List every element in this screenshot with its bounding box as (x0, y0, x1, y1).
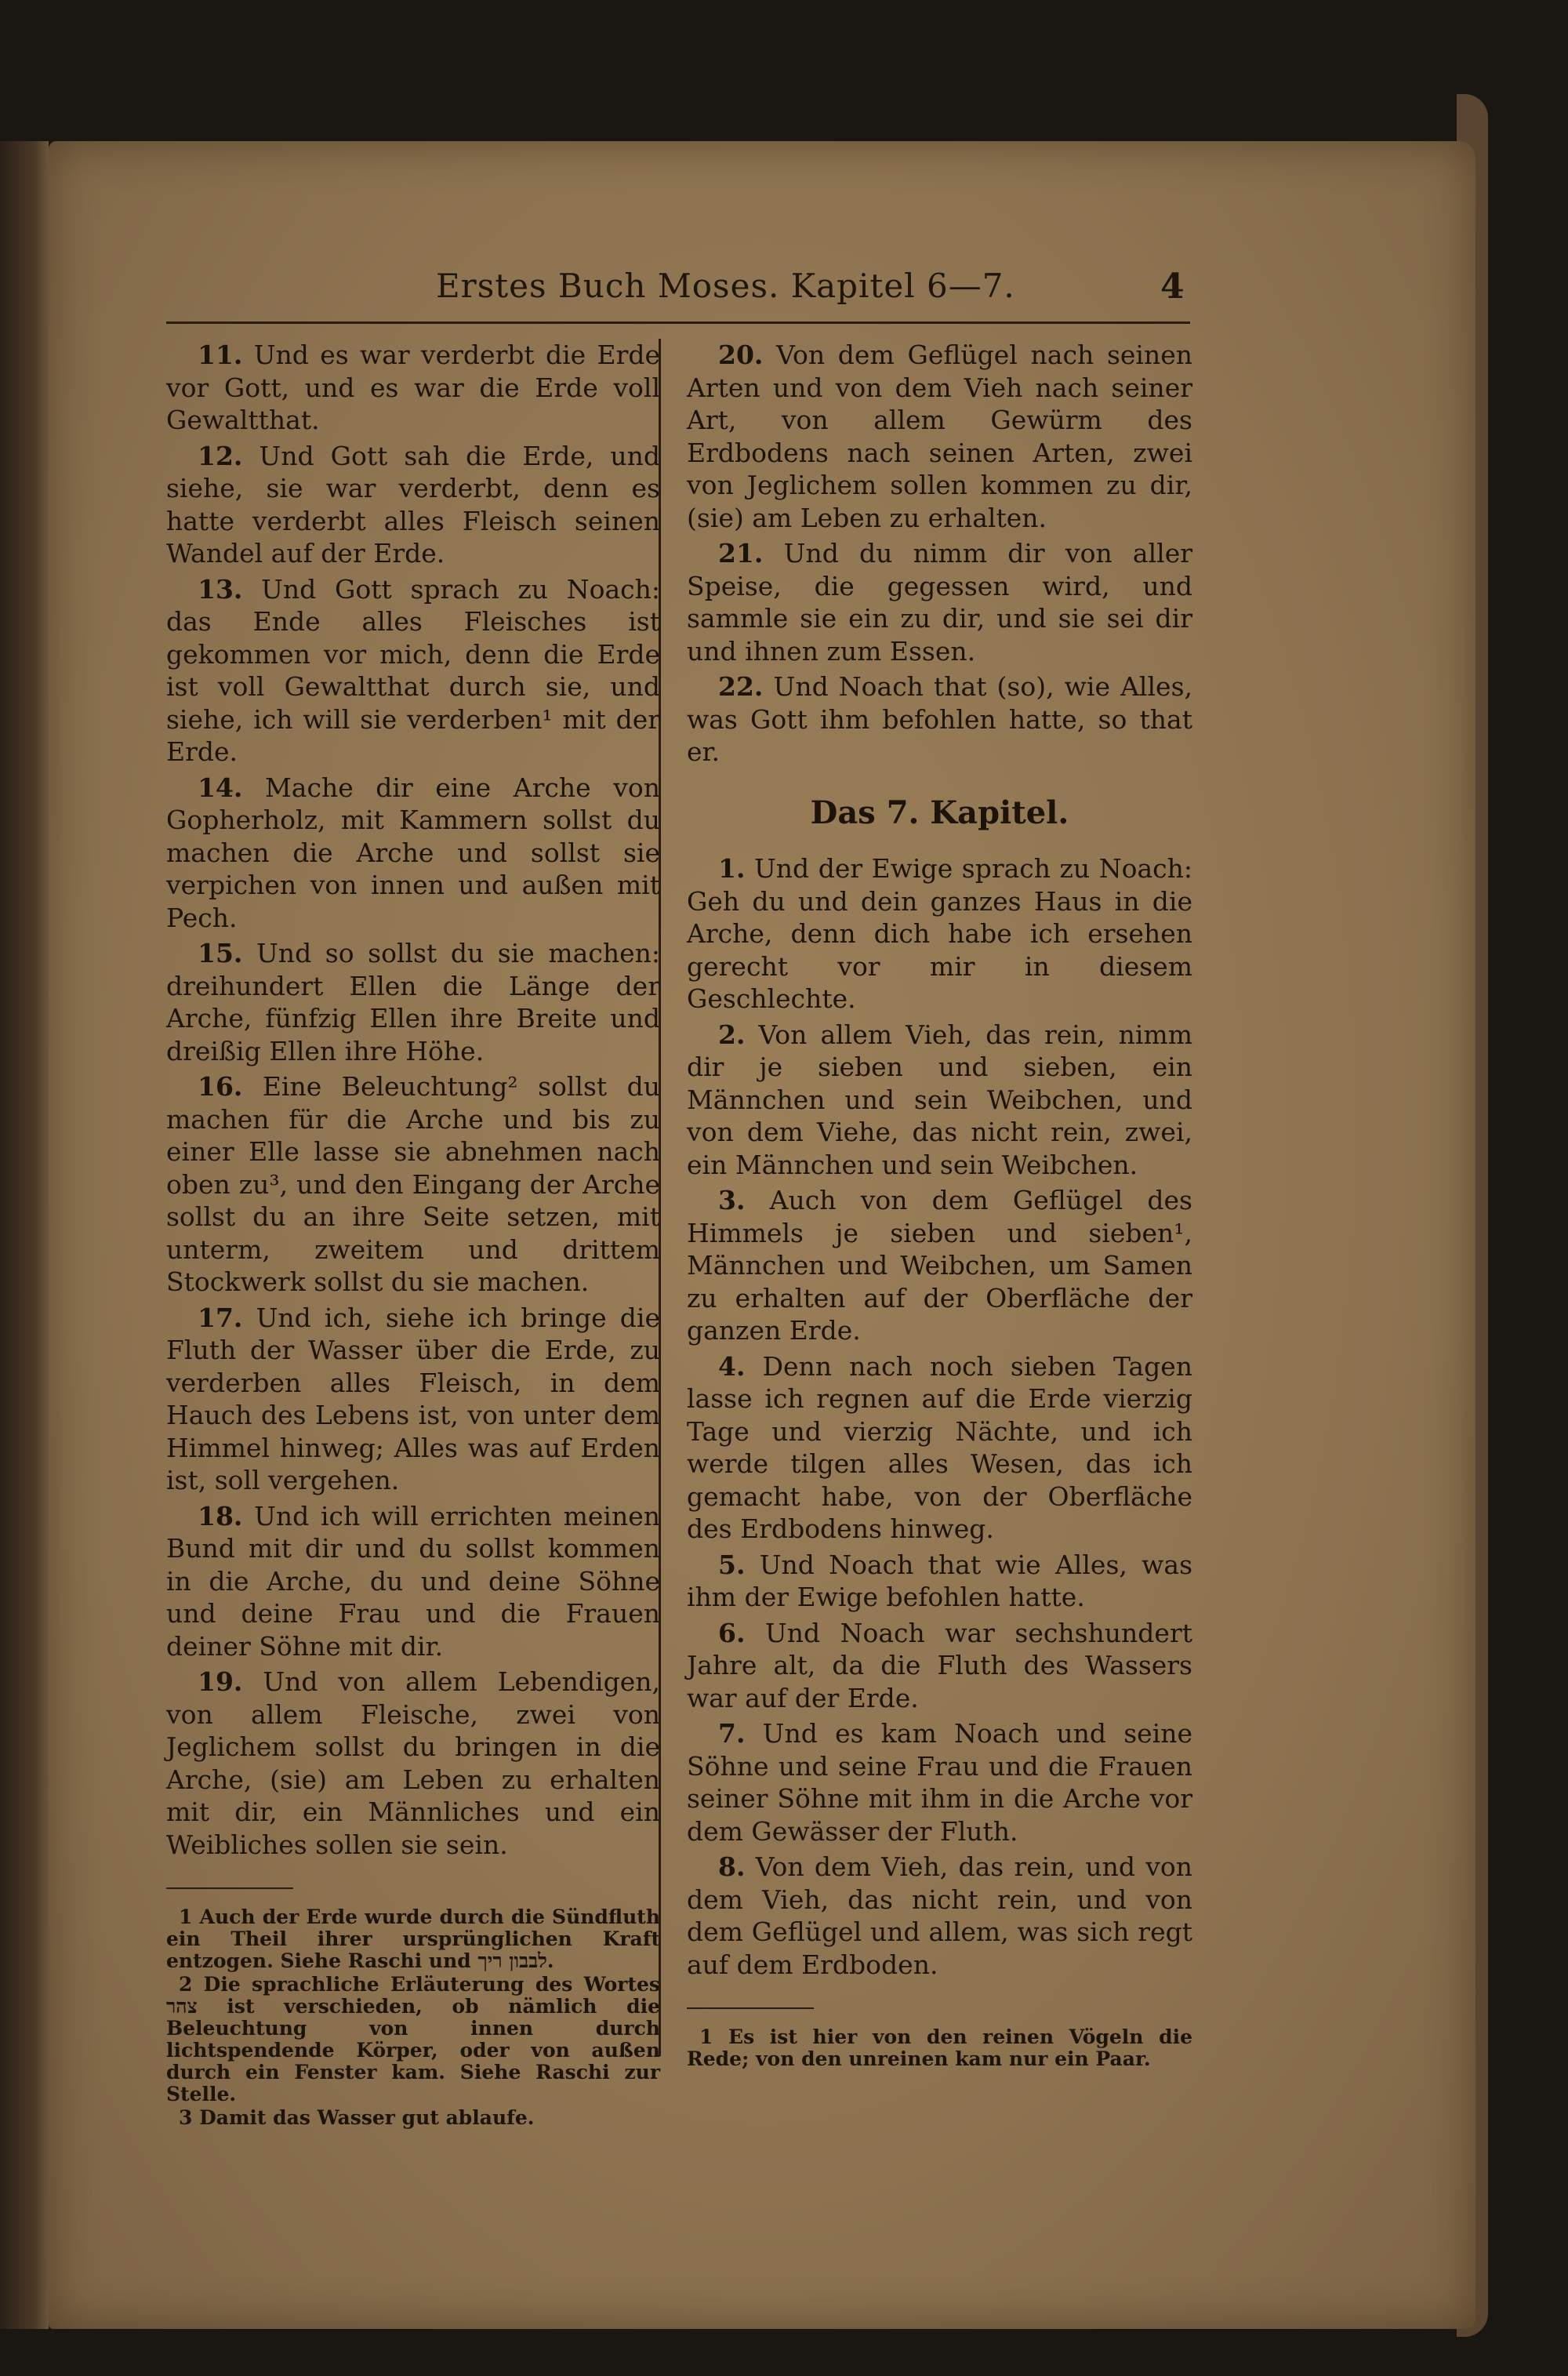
verse (687, 1184, 1192, 1347)
verse (687, 670, 1192, 768)
verse-number: 13. (198, 573, 243, 605)
verse-text: Und Gott sprach zu Noach: das Ende alles Fleisches ist gekommen vor mich, denn die Erde ist voll Gewaltthat durch sie, und siehe, ich will sie verderben¹ mit der Erde. (166, 573, 660, 767)
verse (687, 1549, 1192, 1614)
verse-text: Und du nimm dir von aller Speise, die gegessen wird, und sammle sie ein zu dir, und sie sei dir und ihnen zum Essen. (687, 538, 1192, 667)
book-spine (0, 141, 49, 2329)
footnote-rule (166, 1887, 293, 1889)
verse-text: Von allem Vieh, das rein, nimm dir je sieben und sieben, ein Männchen und sein Weibchen, und von dem Viehe, das nicht rein, zwei, ein Männchen und sein Weibchen. (687, 1019, 1192, 1180)
verse (687, 1019, 1192, 1182)
verse-number: 21. (718, 538, 764, 569)
right-verses-after (687, 852, 1192, 1981)
verse (166, 1500, 660, 1663)
page-number: 4 (1160, 267, 1185, 307)
right-footnotes (687, 2026, 1192, 2070)
footnote: 1 Auch der Erde wurde durch die Sündfluth ein Theil ihrer ursprünglichen Kraft entzogen. Siehe Raschi und לבבון ריך. (166, 1906, 660, 1972)
verse-number: 12. (198, 440, 243, 471)
verse-number: 22. (718, 671, 764, 702)
verse (687, 537, 1192, 667)
verse-text: Eine Beleuchtung² sollst du machen für die Arche und bis zu einer Elle lasse sie abnehmen nach oben zu³, und den Eingang der Arche sollst du an ihre Seite setzen, mit unterm, zweitem und drittem Stockwerk sollst du sie machen. (166, 1071, 660, 1297)
verse (687, 1717, 1192, 1847)
verse-text: Auch von dem Geflügel des Himmels je sieben und sieben¹, Männchen und Weibchen, um Samen zu erhalten auf der Oberfläche der ganzen Erde. (687, 1185, 1192, 1346)
verse-text: Und von allem Lebendigen, von allem Fleische, zwei von Jeglichem sollst du bringen in die Arche, (sie) am Leben zu erhalten mit dir, ein Männliches und ein Weibliches sollen sie sein. (166, 1666, 660, 1860)
verse-number: 20. (718, 340, 764, 370)
right-column (687, 339, 1192, 2072)
verse (166, 440, 660, 570)
verse-text: Und Gott sah die Erde, und siehe, sie war verderbt, denn es hatte verderbt alles Fleisch seinen Wandel auf der Erde. (166, 440, 660, 569)
running-title: Erstes Buch Moses. Kapitel 6—7. (436, 267, 1015, 305)
left-footnotes (166, 1906, 660, 2129)
footnote: 2 Die sprachliche Erläuterung des Wortes צהר ist verschieden, ob nämlich die Beleuchtung von innen durch lichtspendende Körper, oder von außen durch ein Fenster kam. Siehe Raschi zur Stelle. (166, 1973, 660, 2105)
verse (166, 1302, 660, 1497)
verse-number: 2. (718, 1019, 746, 1050)
left-column (166, 339, 660, 2131)
verse-text: Und ich, siehe ich bringe die Fluth der Wasser über die Erde, zu verderben alles Fleisch, in dem Hauch des Lebens ist, von unter dem Himmel hinweg; Alles was auf Erden ist, soll vergehen. (166, 1302, 660, 1495)
verse (687, 1350, 1192, 1546)
verse (166, 339, 660, 437)
verse-text: Und Noach that (so), wie Alles, was Gott ihm befohlen hatte, so that er. (687, 671, 1192, 767)
verse-number: 7. (718, 1718, 746, 1749)
verse-number: 4. (718, 1350, 746, 1382)
verse (166, 1070, 660, 1299)
verse (687, 339, 1192, 534)
verse-number: 11. (198, 340, 243, 370)
verse-number: 3. (718, 1185, 746, 1215)
verse-text: Und Noach war sechshundert Jahre alt, da die Fluth des Wassers war auf der Erde. (687, 1617, 1192, 1713)
verse-number: 19. (198, 1666, 243, 1697)
verse-text: Denn nach noch sieben Tagen lasse ich regnen auf die Erde vierzig Tage und vierzig Nächte, und ich werde tilgen alles Wesen, das ich gemacht habe, von der Oberfläche des Erdbodens hinweg. (687, 1350, 1192, 1544)
right-verses-before (687, 339, 1192, 768)
verse (166, 772, 660, 935)
verse (166, 573, 660, 768)
verse (687, 1617, 1192, 1715)
footnote: 3 Damit das Wasser gut ablaufe. (179, 2106, 535, 2129)
verse (687, 852, 1192, 1015)
verse-text: Und ich will errichten meinen Bund mit dir und du sollst kommen in die Arche, du und deine Söhne und deine Frau und die Frauen deiner Söhne mit dir. (166, 1500, 660, 1662)
verse-text: Und der Ewige sprach zu Noach: Geh du und dein ganzes Haus in die Arche, denn dich habe ich ersehen gerecht vor mir in diesem Geschlechte. (687, 853, 1192, 1014)
verse-text: Und so sollst du sie machen: dreihundert Ellen die Länge der Arche, fünfzig Ellen ihre Breite und dreißig Ellen ihre Höhe. (166, 938, 660, 1066)
verse-number: 15. (198, 938, 243, 968)
verse-text: Mache dir eine Arche von Gopherholz, mit Kammern sollst du machen die Arche und sollst sie verpichen von innen und außen mit Pech. (166, 772, 660, 933)
verse-number: 8. (718, 1851, 746, 1882)
verse (687, 1851, 1192, 1981)
verse-number: 16. (198, 1071, 243, 1102)
verse-text: Und es kam Noach und seine Söhne und seine Frau und die Frauen seiner Söhne mit ihm in die Arche vor dem Gewässer der Fluth. (687, 1718, 1192, 1847)
verse (166, 937, 660, 1067)
verse-text: Von dem Vieh, das rein, und von dem Vieh, das nicht rein, und von dem Geflügel und allem, was sich regt auf dem Erdboden. (687, 1851, 1192, 1980)
verse (166, 1666, 660, 1861)
verse-number: 17. (198, 1302, 243, 1333)
verse-text: Von dem Geflügel nach seinen Arten und von dem Vieh nach seiner Art, von allem Gewürm des Erdbodens nach seinen Arten, zwei von Jeglichem sollen kommen zu dir, (sie) am Leben zu erhalten. (687, 340, 1192, 533)
left-verses (166, 339, 660, 1861)
chapter-heading: Das 7. Kapitel. (810, 794, 1069, 831)
verse-number: 1. (718, 853, 746, 884)
verse-number: 6. (718, 1617, 746, 1648)
verse-text: Und Noach that wie Alles, was ihm der Ewige befohlen hatte. (687, 1549, 1192, 1612)
footnote-rule (687, 2007, 814, 2009)
verse-number: 5. (718, 1549, 746, 1580)
verse-number: 18. (198, 1500, 243, 1531)
verse-number: 14. (198, 772, 243, 803)
header-rule (166, 322, 1190, 324)
footnote: 1 Es ist hier von den reinen Vögeln die Rede; von den unreinen kam nur ein Paar. (687, 2025, 1192, 2070)
verse-text: Und es war verderbt die Erde vor Gott, und es war die Erde voll Gewaltthat. (166, 340, 660, 435)
